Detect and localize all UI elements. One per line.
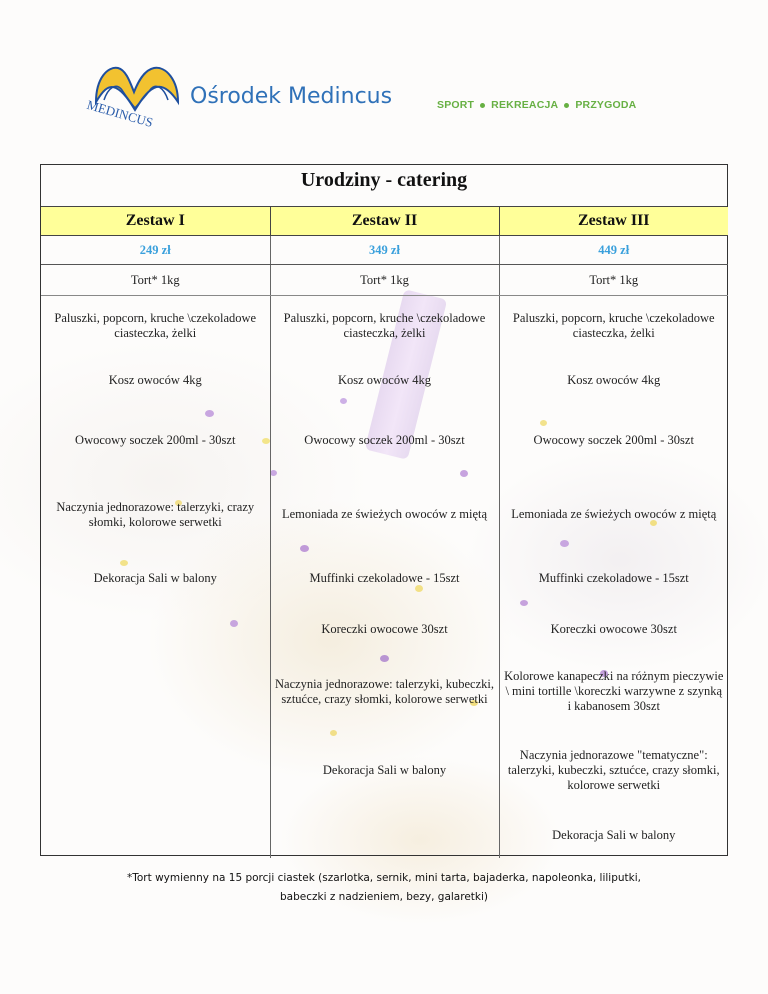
table-row (41, 476, 728, 554)
table-cell: Tort* 1kg (270, 265, 499, 296)
set-2-price: 349 zł (270, 236, 499, 265)
table-cell: Owocowy soczek 200ml - 30szt (41, 406, 270, 476)
table-cell: Koreczki owocowe 30szt (270, 604, 499, 656)
table-row (41, 814, 728, 858)
table-cell (270, 814, 499, 858)
table-cell (41, 656, 270, 728)
bullet-icon (564, 103, 569, 108)
tagline-przygoda: PRZYGODA (575, 99, 637, 111)
footnote-line-2: babeczki z nadzieniem, bezy, galaretki) (279, 891, 488, 903)
bullet-icon (480, 103, 485, 108)
header (0, 0, 768, 160)
catering-table (41, 207, 728, 858)
table-cell: Koreczki owocowe 30szt (499, 604, 728, 656)
table-cell: Dekoracja Sali w balony (270, 728, 499, 814)
table-cell: Muffinki czekoladowe - 15szt (270, 554, 499, 604)
table-row (41, 554, 728, 604)
table-row (41, 265, 728, 296)
price-row (41, 236, 728, 265)
table-header-row (41, 207, 728, 236)
table-cell: Owocowy soczek 200ml - 30szt (499, 406, 728, 476)
set-1-name: Zestaw I (41, 207, 270, 236)
brand-name: Ośrodek Medincus (190, 84, 393, 109)
set-3-price: 449 zł (499, 236, 728, 265)
table-cell: Paluszki, popcorn, kruche \czekoladowe ciasteczka, żelki (270, 296, 499, 356)
table-cell: Kosz owoców 4kg (499, 356, 728, 406)
tagline-sport: SPORT (437, 99, 475, 111)
table-cell: Paluszki, popcorn, kruche \czekoladowe ciasteczka, żelki (41, 296, 270, 356)
table-cell: Dekoracja Sali w balony (41, 554, 270, 604)
table-row (41, 656, 728, 728)
table-row (41, 296, 728, 356)
table-row (41, 406, 728, 476)
footnote (0, 869, 768, 907)
catering-sheet (40, 164, 728, 856)
table-cell: Kolorowe kanapeczki na różnym pieczywie \ mini tortille \koreczki warzywne z szynką i kabanosem 30szt (499, 656, 728, 728)
footnote-line-1: *Tort wymienny na 15 porcji ciastek (szarlotka, sernik, mini tarta, bajaderka, napoleonka, liliputki, (127, 872, 641, 884)
table-cell: Naczynia jednorazowe "tematyczne": talerzyki, kubeczki, sztućce, crazy słomki, kolorowe serwetki (499, 728, 728, 814)
table-cell: Tort* 1kg (499, 265, 728, 296)
table-cell: Tort* 1kg (41, 265, 270, 296)
table-row (41, 356, 728, 406)
table-cell: Lemoniada ze świeżych owoców z miętą (499, 476, 728, 554)
table-cell: Owocowy soczek 200ml - 30szt (270, 406, 499, 476)
page-title: Urodziny - catering (41, 165, 727, 207)
table-cell: Muffinki czekoladowe - 15szt (499, 554, 728, 604)
table-cell (41, 604, 270, 656)
tagline (437, 99, 636, 111)
table-cell: Kosz owoców 4kg (270, 356, 499, 406)
table-cell: Naczynia jednorazowe: talerzyki, crazy słomki, kolorowe serwetki (41, 476, 270, 554)
table-row (41, 728, 728, 814)
set-1-price: 249 zł (41, 236, 270, 265)
table-cell (41, 728, 270, 814)
table-cell: Paluszki, popcorn, kruche \czekoladowe ciasteczka, żelki (499, 296, 728, 356)
table-row (41, 604, 728, 656)
table-cell: Dekoracja Sali w balony (499, 814, 728, 858)
logo-text: MEDINCUS (85, 96, 155, 131)
table-cell (41, 814, 270, 858)
medincus-logo (78, 58, 193, 150)
table-cell: Kosz owoców 4kg (41, 356, 270, 406)
set-2-name: Zestaw II (270, 207, 499, 236)
table-cell: Naczynia jednorazowe: talerzyki, kubeczki, sztućce, crazy słomki, kolorowe serwetki (270, 656, 499, 728)
set-3-name: Zestaw III (499, 207, 728, 236)
table-cell: Lemoniada ze świeżych owoców z miętą (270, 476, 499, 554)
tagline-rekreacja: REKREACJA (491, 99, 559, 111)
